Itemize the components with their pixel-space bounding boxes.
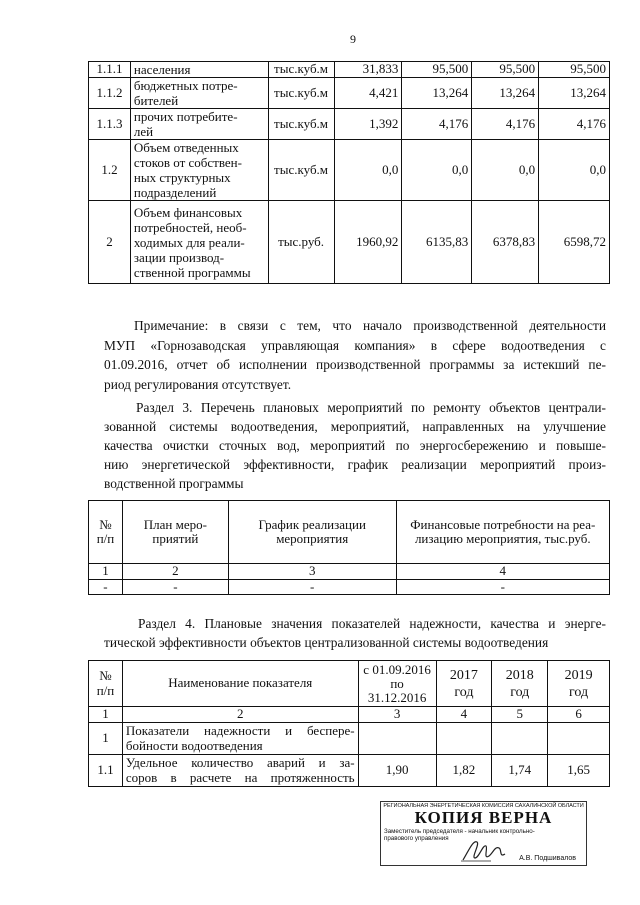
activities-empty-cell: - — [228, 579, 396, 595]
table-row — [89, 754, 610, 786]
stamp-title: КОПИЯ ВЕРНА — [414, 808, 553, 827]
section3-line: Раздел 3. Перечень плановых мероприятий по ремонту объектов централи- — [136, 400, 606, 415]
activities-colnum: 2 — [122, 564, 228, 580]
cell-v2: 0,0 — [402, 140, 472, 201]
cell-num: 1.1.2 — [89, 78, 131, 109]
activities-header-schedule: График реализации мероприятия — [228, 501, 396, 564]
cell-unit: тыс.руб. — [268, 201, 334, 284]
cell-name-line: прочих потребите- — [133, 109, 238, 124]
note-line: риод регулирования отсутствует. — [104, 376, 292, 392]
cell-name-line: бюджетных потре- — [133, 78, 238, 93]
indicators-header-2019 — [548, 661, 610, 707]
cell-unit: тыс.куб.м — [268, 140, 334, 201]
section4-line: тической эффективности объектов централизованной системы водоотведения — [104, 635, 549, 650]
indicators-header-2017 — [436, 661, 492, 707]
section3-line: нию энергетической эффективности, график реализации мероприятий произ- — [104, 457, 606, 472]
cell-v3: 0,0 — [472, 140, 539, 201]
header-year: 2017 — [449, 667, 478, 683]
stamp-position: правового управления — [384, 835, 449, 842]
cell-name — [130, 140, 268, 201]
indicators-colnum: 2 — [122, 707, 358, 723]
note-line: 01.09.2016, отчет об исполнении производственной программы за истекший пе- — [104, 357, 606, 372]
cell-name-line: лей — [133, 124, 154, 139]
table-row — [89, 109, 610, 140]
indicators-colnum: 5 — [492, 707, 548, 723]
cell-v1: 1,90 — [358, 754, 436, 786]
section3-line: зованной системы водоотведения, мероприятий, направленных на улучшение — [104, 419, 606, 434]
cell-name-line: Объем финансовых — [133, 204, 243, 220]
indicators-header-num — [89, 661, 123, 707]
table-row — [89, 201, 610, 284]
cell-name-line: зации производ- — [133, 249, 225, 265]
stamp-header: РЕГИОНАЛЬНАЯ ЭНЕРГЕТИЧЕСКАЯ КОМИССИЯ САХАЛИНСКОЙ ОБЛАСТИ — [383, 803, 584, 809]
activities-colnum: 3 — [228, 564, 396, 580]
cell-unit: тыс.куб.м — [268, 78, 334, 109]
header-period-line: по — [390, 675, 404, 691]
cell-v4: 1,65 — [548, 754, 610, 786]
activities-empty-cell: - — [396, 579, 609, 595]
cell-v3: 4,176 — [472, 109, 539, 140]
cell-name-line: населения — [133, 62, 191, 77]
section3-line: водственной программы — [104, 476, 244, 491]
cell-name — [122, 722, 358, 754]
indicators-colnum: 1 — [89, 707, 123, 723]
signature-icon — [459, 836, 509, 864]
cell-num: 1.1 — [89, 754, 123, 786]
header-period-line: 31.12.2016 — [367, 689, 427, 705]
section3-heading — [104, 398, 606, 493]
header-period-line: с 01.09.2016 — [363, 661, 431, 677]
cell-num: 1 — [89, 722, 123, 754]
cell-v4: 95,500 — [539, 62, 610, 78]
page-number: 9 — [350, 32, 356, 46]
cell-v2: 6135,83 — [402, 201, 472, 284]
activities-header-finance: Финансовые потребности на реа- лизацию мероприятия, тыс.руб. — [396, 501, 609, 564]
cell-name-line: Объем отведенных — [133, 140, 239, 155]
cell-v2: 95,500 — [402, 62, 472, 78]
cell-v3: 6378,83 — [472, 201, 539, 284]
cell-v2 — [436, 722, 492, 754]
certification-stamp — [380, 801, 587, 866]
note-line: МУП «Горнозаводская управляющая компания» в сфере водоотведения с — [104, 337, 606, 353]
cell-name-line: Показатели надежности и беспере- — [125, 723, 355, 738]
cell-v3: 1,74 — [492, 754, 548, 786]
section4-line: Раздел 4. Плановые значения показателей надежности, качества и энерге- — [138, 616, 606, 631]
cell-v4: 4,176 — [539, 109, 610, 140]
cell-name — [122, 754, 358, 786]
cell-name — [130, 201, 268, 284]
header-num-line: № — [99, 668, 112, 683]
indicators-header-period — [358, 661, 436, 707]
header-num-line: п/п — [96, 682, 115, 698]
cell-num: 1.2 — [89, 140, 131, 201]
cell-v3: 95,500 — [472, 62, 539, 78]
cell-unit: тыс.куб.м — [268, 109, 334, 140]
note-line: Примечание: в связи с тем, что начало производственной деятельности — [134, 318, 606, 333]
cell-name-line: соров в расчете на протяженность — [125, 770, 355, 785]
cell-v4 — [548, 722, 610, 754]
production-volume-table — [88, 61, 610, 284]
cell-name-line: ных структурных — [133, 170, 231, 185]
activities-empty-cell: - — [89, 579, 123, 595]
cell-v1: 1,392 — [334, 109, 402, 140]
cell-v1: 4,421 — [334, 78, 402, 109]
cell-v1: 1960,92 — [334, 201, 402, 284]
cell-v2: 1,82 — [436, 754, 492, 786]
section4-heading — [104, 614, 606, 652]
table-row — [89, 62, 610, 78]
cell-v1: 0,0 — [334, 140, 402, 201]
cell-v4: 13,264 — [539, 78, 610, 109]
activities-table — [88, 500, 610, 595]
activities-empty-cell: - — [122, 579, 228, 595]
cell-name-line: бителей — [133, 93, 179, 108]
cell-v4: 0,0 — [539, 140, 610, 201]
section3-line: качества очистки сточных вод, мероприятий по энергосбережению и повыше- — [104, 438, 606, 453]
header-year-label: год — [454, 684, 474, 700]
note-paragraph — [104, 316, 606, 394]
cell-name — [130, 109, 268, 140]
cell-v2: 4,176 — [402, 109, 472, 140]
indicators-header-name: Наименование показателя — [122, 661, 358, 707]
cell-name — [130, 62, 268, 78]
indicators-colnum: 4 — [436, 707, 492, 723]
indicators-colnum: 6 — [548, 707, 610, 723]
stamp-signatory: А.В. Подшивалов — [519, 855, 576, 862]
indicators-table — [88, 660, 610, 787]
table-row — [89, 722, 610, 754]
header-year: 2019 — [564, 667, 593, 683]
cell-v1: 31,833 — [334, 62, 402, 78]
cell-name — [130, 78, 268, 109]
activities-colnum: 4 — [396, 564, 609, 580]
table-row — [89, 140, 610, 201]
cell-v2: 13,264 — [402, 78, 472, 109]
indicators-colnum: 3 — [358, 707, 436, 723]
stamp-position: Заместитель председателя - начальник контрольно- — [384, 828, 535, 835]
cell-name-line: стоков от собствен- — [133, 155, 242, 170]
cell-num: 1.1.3 — [89, 109, 131, 140]
cell-name-line: потребностей, необ- — [133, 219, 247, 235]
table-row — [89, 78, 610, 109]
cell-v3: 13,264 — [472, 78, 539, 109]
cell-name-line: Удельное количество аварий и за- — [125, 755, 355, 770]
header-year: 2018 — [505, 667, 534, 683]
cell-v1 — [358, 722, 436, 754]
cell-v3 — [492, 722, 548, 754]
cell-num: 2 — [89, 201, 131, 284]
cell-name-line: ходимых для реали- — [133, 234, 245, 250]
indicators-header-2018 — [492, 661, 548, 707]
cell-name-line: ственной программы — [133, 264, 251, 280]
activities-colnum: 1 — [89, 564, 123, 580]
cell-num: 1.1.1 — [89, 62, 131, 78]
cell-name-line: подразделений — [133, 185, 217, 200]
header-year-label: год — [569, 684, 589, 700]
header-year-label: год — [510, 684, 530, 700]
cell-unit: тыс.куб.м — [268, 62, 334, 78]
activities-header-plan: План меро- приятий — [122, 501, 228, 564]
activities-header-num: № п/п — [89, 501, 123, 564]
cell-v4: 6598,72 — [539, 201, 610, 284]
cell-name-line: бойности водоотведения — [125, 738, 263, 753]
